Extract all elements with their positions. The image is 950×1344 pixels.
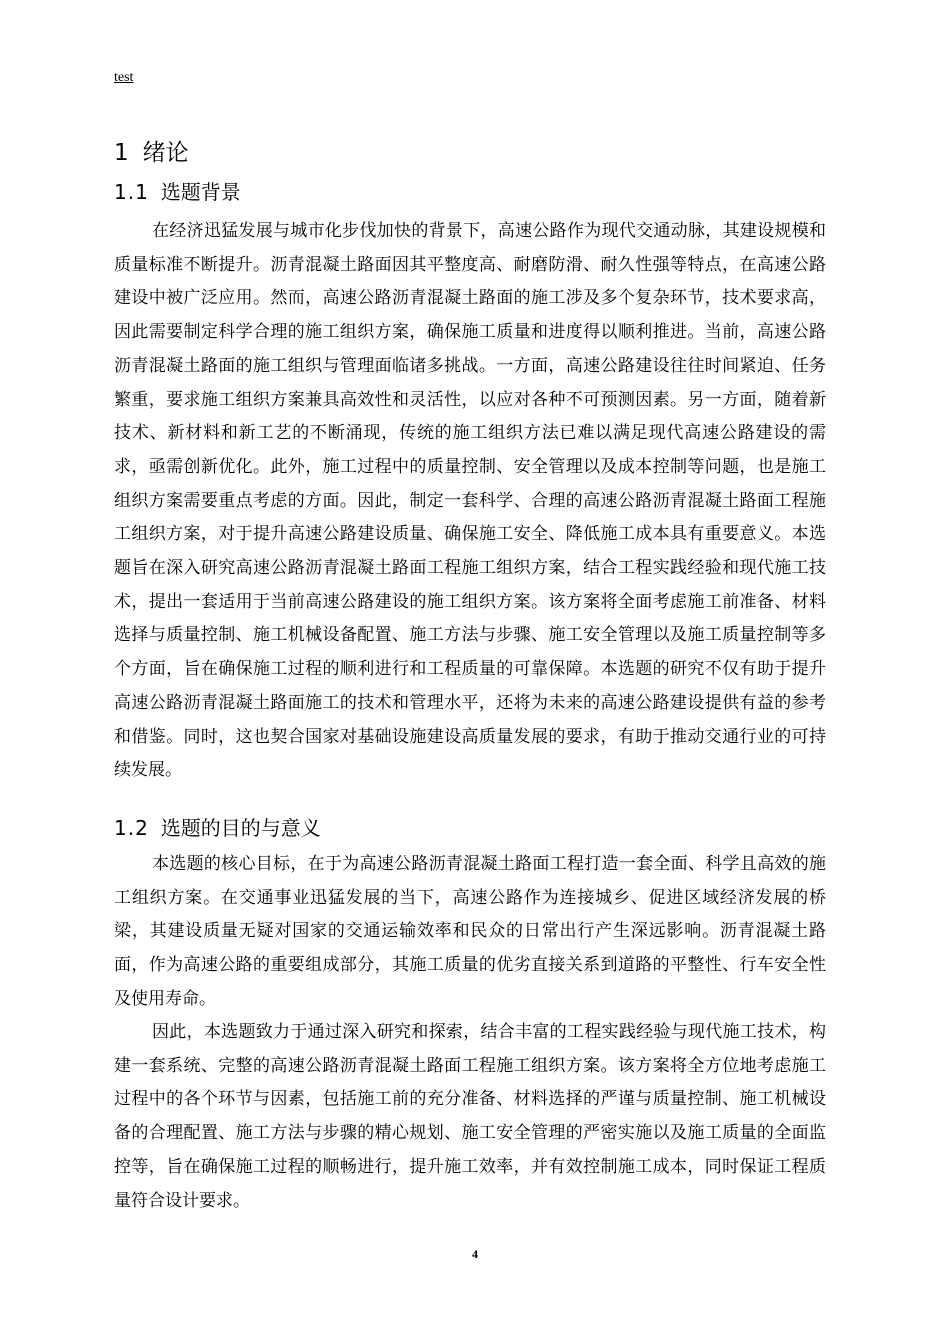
page-number: 4 (472, 1247, 478, 1261)
section-number: 1.1 (114, 180, 149, 204)
chapter-title: 绪论 (142, 140, 189, 166)
section-title: 选题背景 (160, 180, 241, 204)
section-heading (114, 814, 321, 842)
header-link[interactable]: test (114, 70, 134, 85)
body-paragraph: 在经济迅猛发展与城市化步伐加快的背景下，高速公路作为现代交通动脉，其建设规模和质量标准不断提升。沥青混凝土路面因其平整度高、耐磨防滑、耐久性强等特点，在高速公路建设中被广泛应用。然而，高速公路沥青混凝土路面的施工涉及多个复杂环节，技术要求高，因此需要制定科学合理的施工组织方案，确保施工质量和进度得以顺利推进。当前，高速公路沥青混凝土路面的施工组织与管理面临诸多挑战。一方面，高速公路建设往往时间紧迫、任务繁重，要求施工组织方案兼具高效性和灵活性，以应对各种不可预测因素。另一方面，随着新技术、新材料和新工艺的不断涌现，传统的施工组织方法已难以满足现代高速公路建设的需求，亟需创新优化。此外，施工过程中的质量控制、安全管理以及成本控制等问题，也是施工组织方案需要重点考虑的方面。因此，制定一套科学、合理的高速公路沥青混凝土路面工程施工组织方案，对于提升高速公路建设质量、确保施工安全、降低施工成本具有重要意义。本选题旨在深入研究高速公路沥青混凝土路面工程施工组织方案，结合工程实践经验和现代施工技术，提出一套适用于当前高速公路建设的施工组织方案。该方案将全面考虑施工前准备、材料选择与质量控制、施工机械设备配置、施工方法与步骤、施工安全管理以及施工质量控制等多个方面，旨在确保施工过程的顺利进行和工程质量的可靠保障。本选题的研究不仅有助于提升高速公路沥青混凝土路面施工的技术和管理水平，还将为未来的高速公路建设提供有益的参考和借鉴。同时，这也契合国家对基础设施建设高质量发展的要求，有助于推动交通行业的可持续发展。 (114, 221, 826, 781)
section-number: 1.2 (114, 816, 149, 840)
chapter-heading (114, 138, 189, 168)
body-paragraph: 因此，本选题致力于通过深入研究和探索，结合丰富的工程实践经验与现代施工技术，构建一套系统、完整的高速公路沥青混凝土路面工程施工组织方案。该方案将全方位地考虑施工过程中的各个环节与因素，包括施工前的充分准备、材料选择的严谨与质量控制、施工机械设备的合理配置、施工方法与步骤的精心规划、施工安全管理的严密实施以及施工质量的全面监控等，旨在确保施工过程的顺畅进行，提升施工效率，并有效控制施工成本，同时保证工程质量符合设计要求。 (114, 1022, 826, 1211)
section-title: 选题的目的与意义 (160, 816, 321, 840)
section-heading (114, 178, 241, 206)
chapter-number: 1 (114, 140, 129, 166)
body-paragraph: 本选题的核心目标，在于为高速公路沥青混凝土路面工程打造一套全面、科学且高效的施工组织方案。在交通事业迅猛发展的当下，高速公路作为连接城乡、促进区域经济发展的桥梁，其建设质量无疑对国家的交通运输效率和民众的日常出行产生深远影响。沥青混凝土路面，作为高速公路的重要组成部分，其施工质量的优劣直接关系到道路的平整性、行车安全性及使用寿命。 (114, 854, 826, 1009)
